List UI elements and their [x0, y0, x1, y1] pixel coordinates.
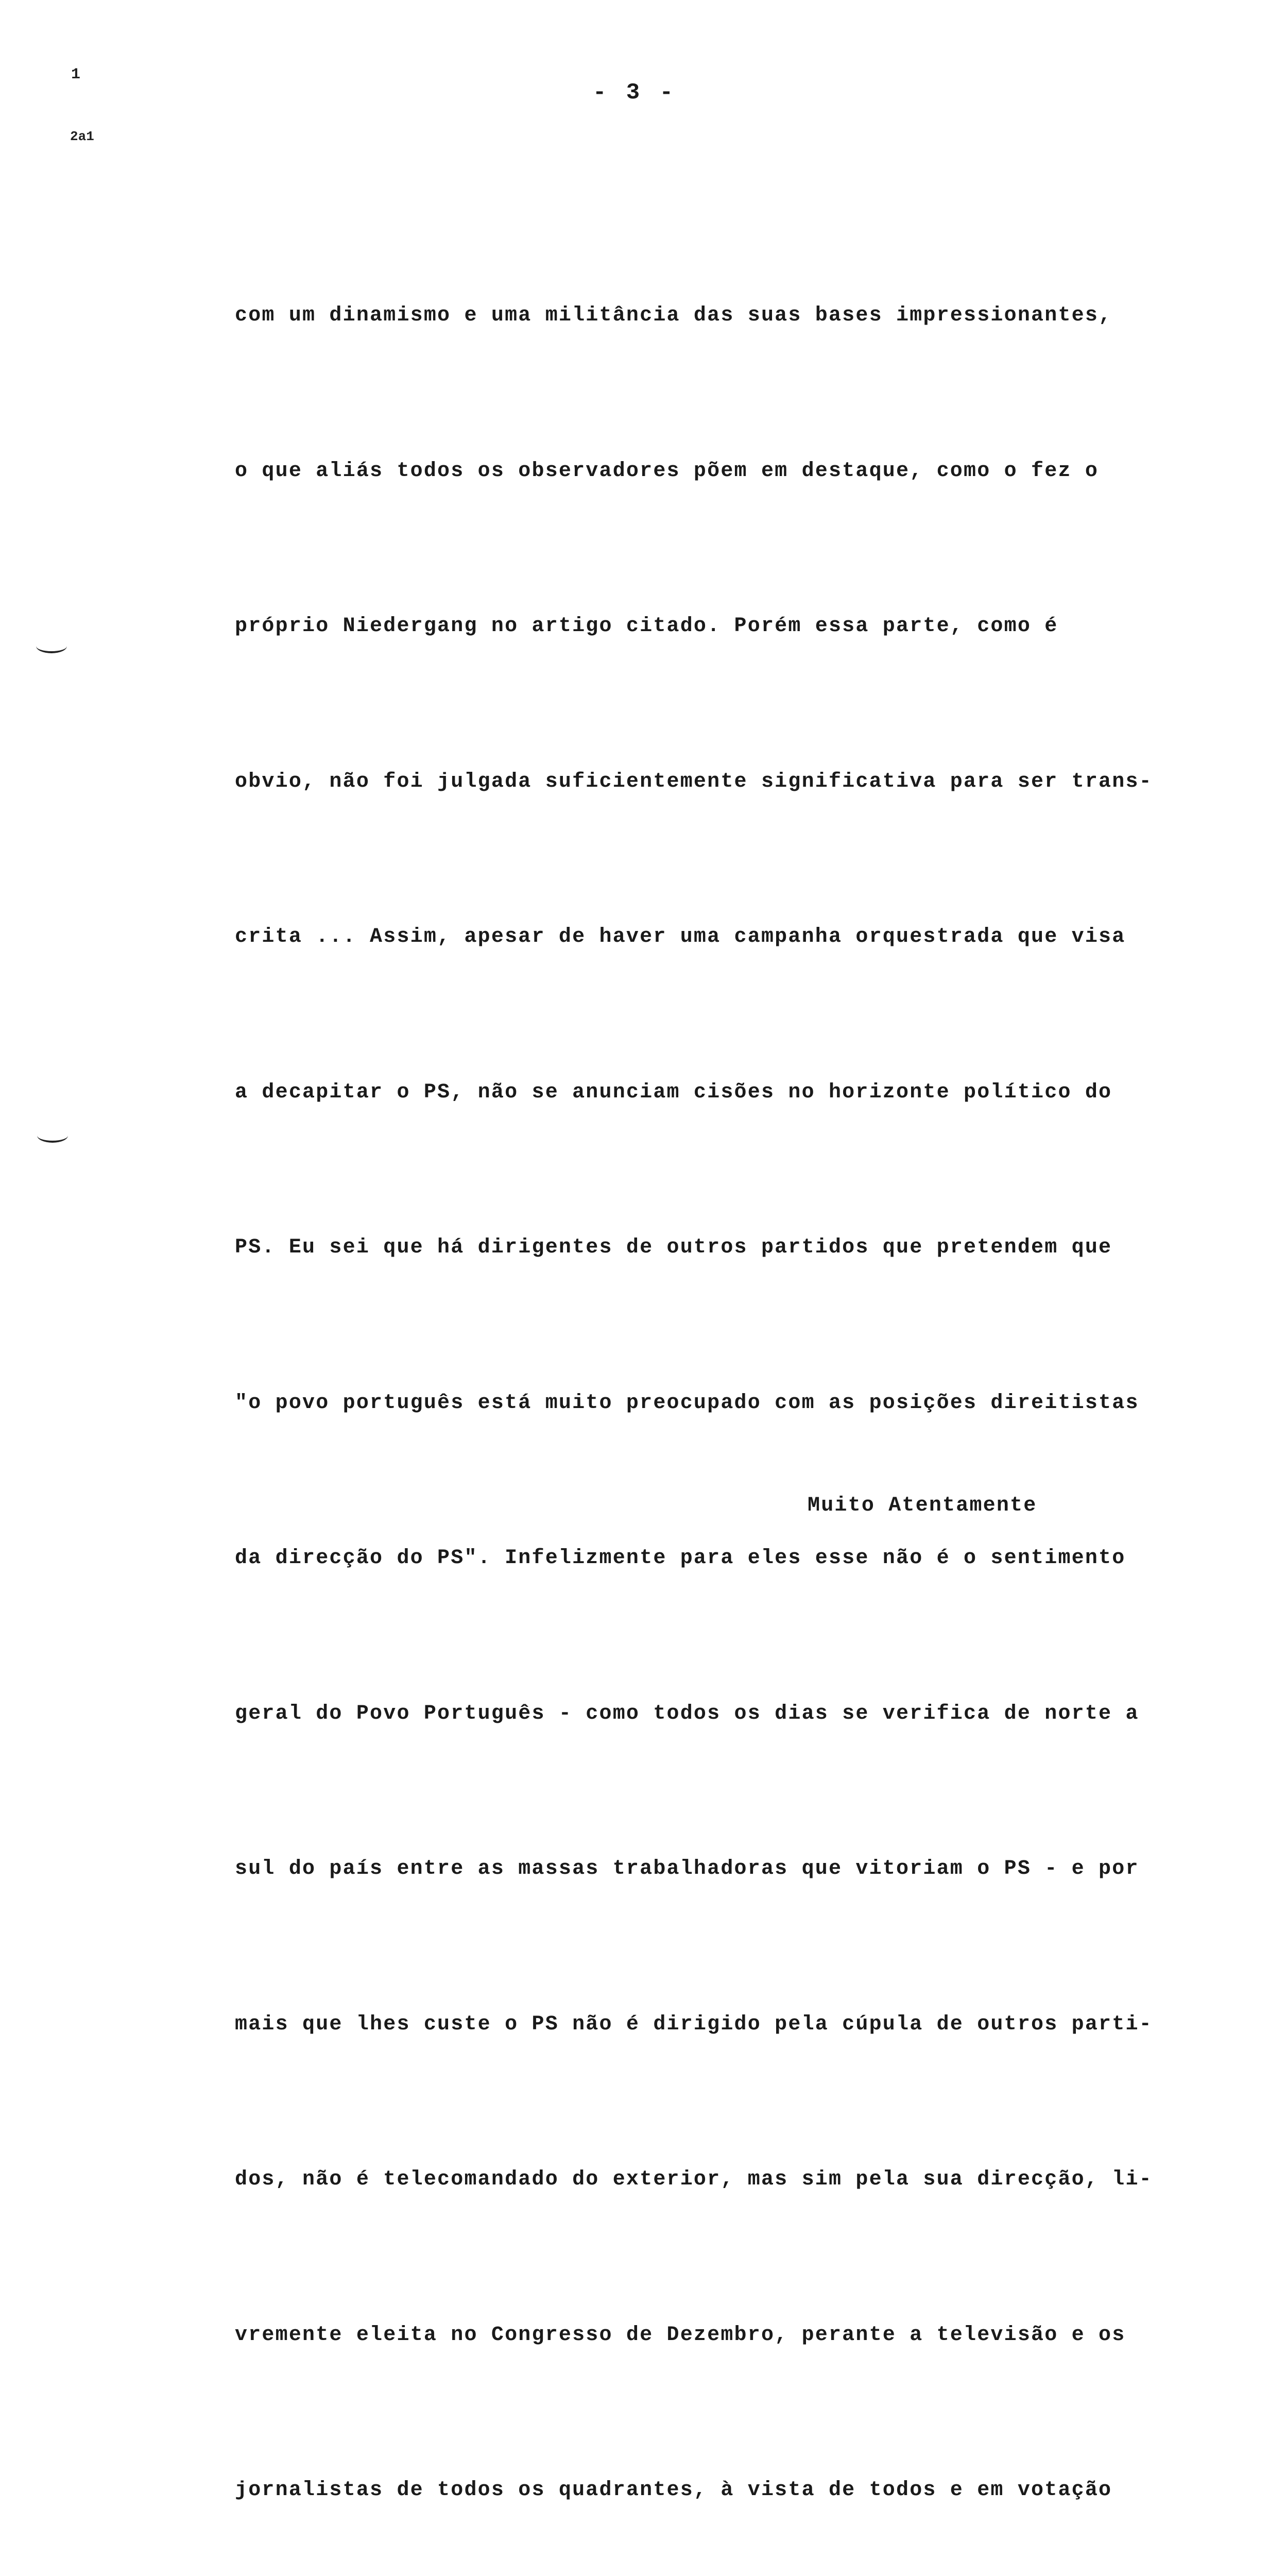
paragraph-1-line-7: PS. Eu sei que há dirigentes de outros partidos que pretendem que: [235, 1236, 1112, 1259]
margin-mark-annotation: 2a1: [70, 129, 94, 144]
closing-salutation: Muito Atentamente: [808, 1494, 1037, 1517]
paragraph-1-line-10: geral do Povo Português - como todos os dias se verifica de norte a: [235, 1702, 1139, 1725]
paragraph-1-line-8: "o povo português está muito preocupado com as posições direitistas: [235, 1391, 1139, 1415]
paragraph-1-line-5: crita ... Assim, apesar de haver uma campanha orquestrada que visa: [235, 925, 1126, 948]
paragraph-1-line-14: vremente eleita no Congresso de Dezembro, perante a televisão e os: [235, 2323, 1126, 2347]
paragraph-1-line-1: com um dinamismo e uma militância das suas bases impressionantes,: [235, 304, 1112, 327]
paragraph-1-line-2: o que aliás todos os observadores põem em destaque, como o fez o: [235, 459, 1099, 483]
paragraph-1-line-6: a decapitar o PS, não se anunciam cisões no horizonte político do: [235, 1080, 1112, 1104]
paragraph-1-line-13: dos, não é telecomandado do exterior, mas sim pela sua direcção, li-: [235, 2168, 1153, 2191]
binder-hole-mark-upper: [36, 639, 67, 653]
binder-hole-mark-lower: [37, 1128, 68, 1143]
page-number: - 3 -: [592, 80, 677, 106]
paragraph-1-line-15: jornalistas de todos os quadrantes, à vista de todos e em votação: [235, 2479, 1112, 2502]
paragraph-1-line-4: obvio, não foi julgada suficientemente significativa para ser trans-: [235, 770, 1153, 793]
margin-mark-top: 1: [71, 66, 81, 83]
paragraph-1-line-9: da direcção do PS". Infelizmente para eles esse não é o sentimento: [235, 1547, 1126, 1570]
letter-body: [235, 187, 1203, 2576]
paragraph-1-line-3: próprio Niedergang no artigo citado. Porém essa parte, como é: [235, 615, 1058, 638]
paragraph-1-line-11: sul do país entre as massas trabalhadoras que vitoriam o PS - e por: [235, 1857, 1139, 1880]
paragraph-1-line-12: mais que lhes custe o PS não é dirigido pela cúpula de outros parti-: [235, 2012, 1153, 2036]
